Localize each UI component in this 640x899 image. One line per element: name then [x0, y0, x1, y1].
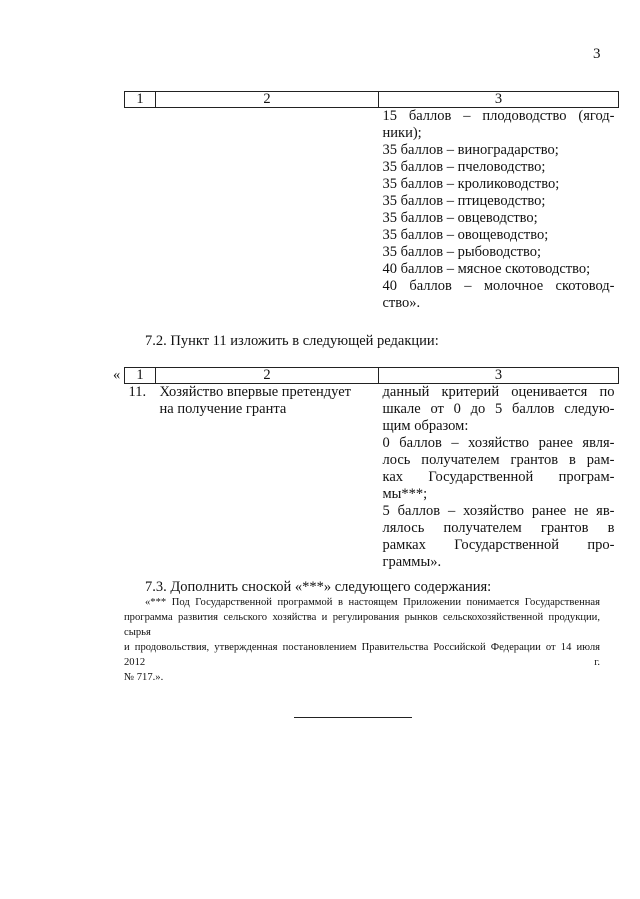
criterion-cell [156, 108, 379, 313]
scoring-line: 40 баллов – мясное скотоводство; [382, 261, 591, 277]
footnote-text [124, 595, 600, 685]
scoring-line: 5 баллов – хозяйство ранее не яв- [382, 503, 615, 519]
paragraph-7-2: 7.2. Пункт 11 изложить в следующей редакции: [145, 333, 439, 349]
scoring-cell [379, 384, 619, 572]
criterion-line: на получение гранта [159, 401, 287, 417]
scoring-line: рамках Государственной про- [382, 537, 615, 553]
scoring-line: 35 баллов – кролиководство; [382, 176, 560, 192]
criteria-table-continuation [124, 91, 619, 312]
table-header-row [125, 92, 619, 108]
scoring-line: 35 баллов – овцеводство; [382, 210, 538, 226]
scoring-line: 40 баллов – молочное скотовод- [382, 278, 615, 294]
scoring-line: ники); [382, 125, 422, 141]
scoring-line: лось получателем грантов в рам- [382, 452, 615, 468]
scoring-line: 35 баллов – рыбоводство; [382, 244, 542, 260]
header-col-1: 1 [125, 368, 156, 384]
scoring-line: 0 баллов – хозяйство ранее явля- [382, 435, 615, 451]
scoring-line: данный критерий оценивается по [382, 384, 615, 400]
scoring-line: 15 баллов – плодоводство (ягод- [382, 108, 615, 124]
scoring-line: лялось получателем грантов в [382, 520, 615, 536]
table-row [125, 108, 619, 313]
header-col-1: 1 [125, 92, 156, 108]
scoring-line: 35 баллов – пчеловодство; [382, 159, 546, 175]
scoring-line: ство». [382, 295, 421, 311]
scoring-line: 35 баллов – овощеводство; [382, 227, 549, 243]
table-row [125, 384, 619, 572]
row-number-cell [125, 384, 156, 572]
scoring-line: щим образом: [382, 418, 469, 434]
end-separator-line [294, 717, 412, 718]
scoring-cell [379, 108, 619, 313]
paragraph-7-3: 7.3. Дополнить сноской «***» следующего содержания: [145, 579, 492, 595]
footnote-line: № 717.». [124, 672, 164, 683]
scoring-line: шкале от 0 до 5 баллов следую- [382, 401, 615, 417]
row-number: 11. [128, 384, 147, 400]
table-header-row [125, 368, 619, 384]
row-number-cell [125, 108, 156, 313]
opening-quote: « [113, 367, 121, 383]
scoring-line: граммы». [382, 554, 442, 570]
footnote-line: программа развития сельского хозяйства и регулирования рынков сельскохозяйственной продукции, сырья [124, 612, 600, 638]
criterion-line: Хозяйство впервые претендует [159, 384, 351, 400]
scoring-line: 35 баллов – птицеводство; [382, 193, 546, 209]
header-col-3: 3 [379, 368, 619, 384]
header-col-2: 2 [156, 368, 379, 384]
header-col-2: 2 [156, 92, 379, 108]
footnote-line: и продовольствия, утвержденная постановлением Правительства Российской Федерации от 14 июля 2012 г. [124, 642, 600, 668]
criterion-cell [156, 384, 379, 572]
scoring-line: мы***; [382, 486, 428, 502]
scoring-line: ках Государственной програм- [382, 469, 615, 485]
criteria-table-item-11 [124, 367, 619, 571]
page-number: 3 [593, 46, 601, 62]
scoring-line: 35 баллов – виноградарство; [382, 142, 559, 158]
header-col-3: 3 [379, 92, 619, 108]
footnote-line: «*** Под Государственной программой в настоящем Приложении понимается Государственная [145, 597, 600, 608]
